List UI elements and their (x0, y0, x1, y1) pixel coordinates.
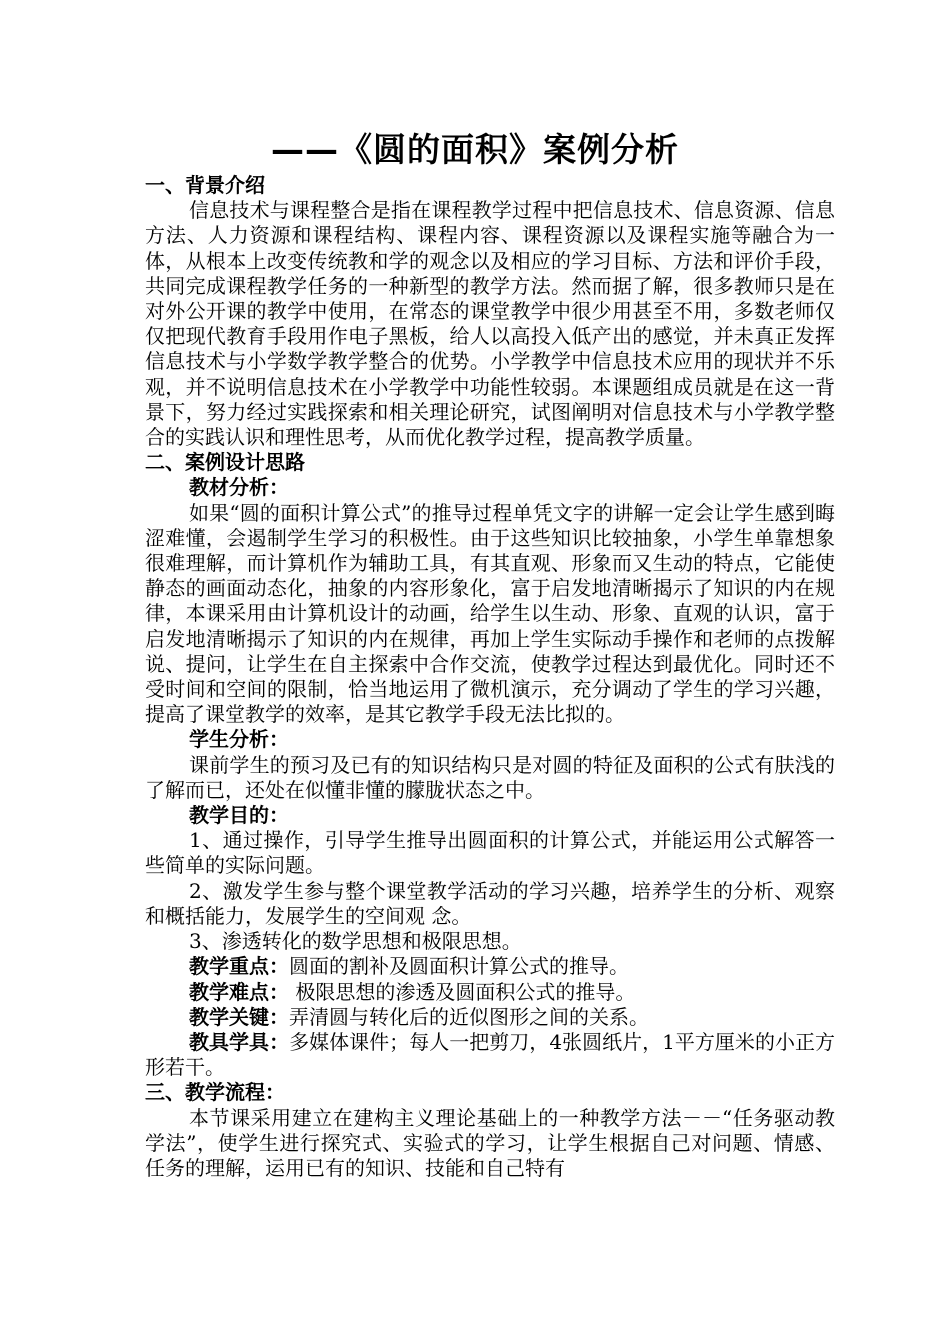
section1-heading: 一、背景介绍 (145, 173, 265, 197)
teaching-difficulty-text: 极限思想的渗透及圆面积公式的推导。 (289, 979, 636, 1004)
section2-heading: 二、案例设计思路 (145, 450, 305, 475)
teaching-difficulty-line (145, 980, 835, 1005)
teaching-tools-text: 多媒体课件；每人一把剪刀，4张圆纸片，1平方厘米的小正方形若干。 (145, 1029, 836, 1080)
material-analysis-paragraph: 如果“圆的面积计算公式”的推导过程单凭文字的讲解一定会让学生感到晦涩难懂，会遏制学生学习的积极性。由于这些知识比较抽象，小学生单靠想象很难理解，而计算机作为辅助工具，有其直观、形象而又生动的特点，它能使静态的画面动态化，抽象的内容形象化，富于启发地清晰揭示了知识的内在规律，本课采用由计算机设计的动画，给学生以生动、形象、直观的认识，富于启发地清晰揭示了知识的内在规律，再加上学生实际动手操作和老师的点拨解说、提问，让学生在自主探索中合作交流，使教学过程达到最优化。同时还不受时间和空间的限制，恰当地运用了微机演示，充分调动了学生的学习兴趣，提高了课堂教学的效率，是其它教学手段无法比拟的。 (145, 500, 835, 727)
section3-heading: 三、教学流程： (145, 1080, 285, 1105)
document-body (145, 173, 835, 1181)
student-analysis-paragraph: 课前学生的预习及已有的知识结构只是对圆的特征及面积的公式有肤浅的了解而已，还处在似懂非懂的朦胧状态之中。 (145, 752, 835, 802)
material-analysis-heading: 教材分析： (189, 475, 289, 500)
section3-paragraph: 本节课采用建立在建构主义理论基础上的一种教学方法－－“任务驱动教学法”，使学生进行探究式、实验式的学习，让学生根据自己对问题、情感、任务的理解，运用已有的知识、技能和自己特有 (145, 1105, 835, 1180)
teaching-goal-item: 1、通过操作，引导学生推导出圆面积的计算公式，并能运用公式解答一些简单的实际问题。 (145, 828, 835, 878)
teaching-focus-text: 圆面的割补及圆面积计算公式的推导。 (289, 954, 629, 979)
teaching-goal-heading: 教学目的： (189, 803, 289, 828)
section1-paragraph: 信息技术与课程整合是指在课程教学过程中把信息技术、信息资源、信息方法、人力资源和课程结构、课程内容、课程资源以及课程实施等融合为一体，从根本上改变传统教和学的观念以及相应的学习目标、方法和评价手段，共同完成课程教学任务的一种新型的教学方法。然而据了解，很多教师只是在对外公开课的教学中使用，在常态的课堂教学中很少用甚至不用，多数老师仅仅把现代教育手段用作电子黑板，给人以高投入低产出的感觉，并未真正发挥信息技术与小学数学教学整合的优势。小学教学中信息技术应用的现状并不乐观，并不说明信息技术在小学教学中功能性较弱。本课题组成员就是在这一背景下，努力经过实践探索和相关理论研究，试图阐明对信息技术与小学教学整合的实践认识和理性思考，从而优化教学过程，提高教学质量。 (145, 198, 835, 450)
document-title: ——《圆的面积》案例分析 (271, 130, 679, 169)
student-analysis-heading: 学生分析： (189, 727, 289, 752)
teaching-focus-label: 教学重点： (189, 954, 289, 979)
teaching-goal-item: 3、渗透转化的数学思想和极限思想。 (189, 929, 522, 954)
teaching-tools-line (145, 1030, 835, 1080)
teaching-goal-item: 2、激发学生参与整个课堂教学活动的学习兴趣，培养学生的分析、观察和概括能力，发展学生的空间观 念。 (145, 878, 835, 928)
teaching-key-label: 教学关键： (189, 1004, 289, 1029)
teaching-tools-label: 教具学具： (189, 1029, 290, 1054)
teaching-difficulty-label: 教学难点： (189, 979, 289, 1004)
teaching-key-text: 弄清圆与转化后的近似图形之间的关系。 (289, 1004, 649, 1029)
teaching-key-line (145, 1005, 835, 1030)
teaching-focus-line (145, 954, 835, 979)
